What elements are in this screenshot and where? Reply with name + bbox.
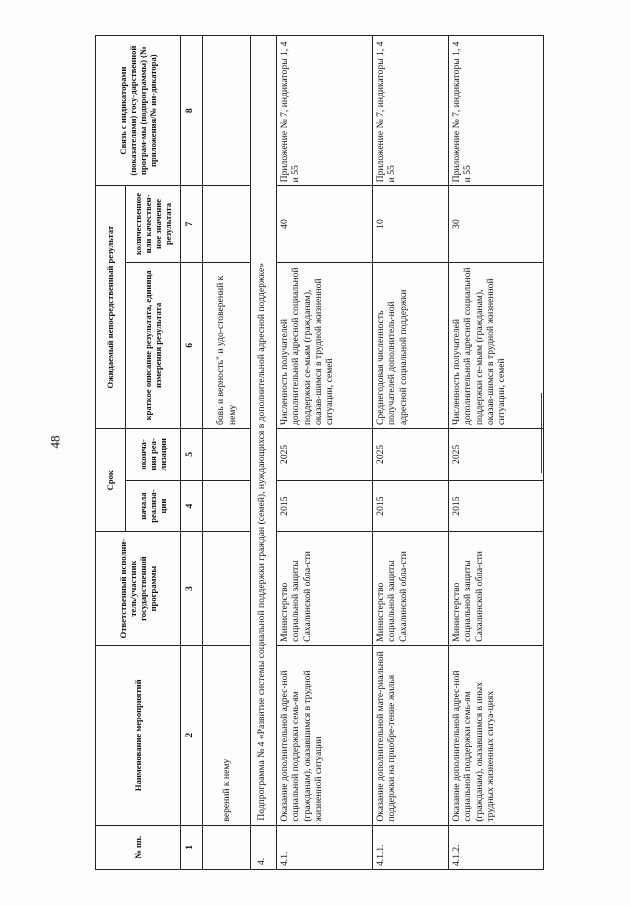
- header-num: № пп.: [96, 825, 181, 869]
- row-end: 2025: [449, 429, 544, 481]
- num-cell: 7: [181, 186, 203, 262]
- page-number: 48: [47, 435, 63, 449]
- row-num: 4.1.2.: [449, 825, 544, 869]
- row-name: Оказание дополнительной мате-риальной поддержки на приобре-тение жилья: [373, 645, 449, 825]
- num-cell: 6: [181, 262, 203, 428]
- row-link: Приложение № 7, индикаторы 1, 4 и 55: [373, 36, 449, 186]
- row-link: Приложение № 7, индикаторы 1, 4 и 55: [449, 36, 544, 186]
- header-name: Наименование мероприятий: [96, 645, 181, 825]
- num-cell: 3: [181, 532, 203, 645]
- row-result-value: 10: [373, 186, 449, 262]
- table-row: [373, 36, 449, 870]
- subprogram-title: Подпрограмма № 4 «Развитие системы социальной поддержки граждан (семей), нуждающихся в дополнительной адресной поддержке»: [251, 36, 277, 826]
- row-start: 2015: [373, 480, 449, 532]
- row-result-desc: Численность получателей дополнительной адресной социальной поддержки се-мьям (гражданам), оказав-шимся в трудной жизненной ситуации, семей: [277, 262, 373, 428]
- row-executor: Министерство социальной защиты Сахалинской обла-сти: [277, 532, 373, 645]
- header-result-value: количественное или качествен-ное значение результата: [126, 186, 181, 262]
- row-name: Оказание дополнительной адрес-ной социальной поддержки семь-ям (гражданам), оказавшимся в трудной жизненной ситуации: [277, 645, 373, 825]
- row-num: 4.1.1.: [373, 825, 449, 869]
- row-executor: Министерство социальной защиты Сахалинской обла-сти: [373, 532, 449, 645]
- pen-mark: [541, 393, 542, 473]
- table-row: [277, 36, 373, 870]
- row-result-desc: Среднегодовая численность получателей дополнитель-ной адресной социальной поддержки: [373, 262, 449, 428]
- row-result-desc: Численность получателей дополнительной адресной социальной поддержки се-мьям (гражданам), оказав-шимся в трудной жизненной ситуации, семей: [449, 262, 544, 428]
- num-cell: 2: [181, 645, 203, 825]
- row-result-value: 30: [449, 186, 544, 262]
- continuation-row: [203, 36, 251, 870]
- measures-table: [95, 35, 544, 870]
- row-end: 2025: [277, 429, 373, 481]
- num-cell: 8: [181, 36, 203, 186]
- num-cell: 1: [181, 825, 203, 869]
- row-num: 4.1.: [277, 825, 373, 869]
- row-name: Оказание дополнительной адрес-ной социальной поддержки семь-ям (гражданам), оказавшимся в иных трудных жизненных ситуа-циях: [449, 645, 544, 825]
- subprogram-num: 4.: [251, 825, 277, 869]
- row-end: 2025: [373, 429, 449, 481]
- header-end: оконча-ния реа-лизации: [126, 429, 181, 481]
- continuation-result: бовь и верность" и удо-стоверений к нему: [203, 262, 251, 428]
- subprogram-row: [251, 36, 277, 870]
- rotated-table-container: [95, 35, 580, 870]
- continuation-name: верений к нему: [203, 645, 251, 825]
- header-executor: Ответственный исполни-тель/участник государственной программы: [96, 532, 181, 645]
- header-result-group: Ожидаемый непосредственный результат: [96, 186, 126, 429]
- num-cell: 4: [181, 480, 203, 532]
- header-result-desc: краткое описание результата, единица измерения результата: [126, 262, 181, 428]
- row-result-value: 40: [277, 186, 373, 262]
- header-start: начала реализа-ции: [126, 480, 181, 532]
- row-start: 2015: [449, 480, 544, 532]
- row-start: 2015: [277, 480, 373, 532]
- header-srok: Срок: [96, 429, 126, 532]
- header-link: Связь с индикаторами (показателями) госу-дарственной програм-мы (подпрограммы) (№ приложения/№ ин-дикатора): [96, 36, 181, 186]
- numbering-row: [181, 36, 203, 870]
- num-cell: 5: [181, 429, 203, 481]
- table-row: [449, 36, 544, 870]
- row-executor: Министерство социальной защиты Сахалинской обла-сти: [449, 532, 544, 645]
- row-link: Приложение № 7, индикаторы 1, 4 и 55: [277, 36, 373, 186]
